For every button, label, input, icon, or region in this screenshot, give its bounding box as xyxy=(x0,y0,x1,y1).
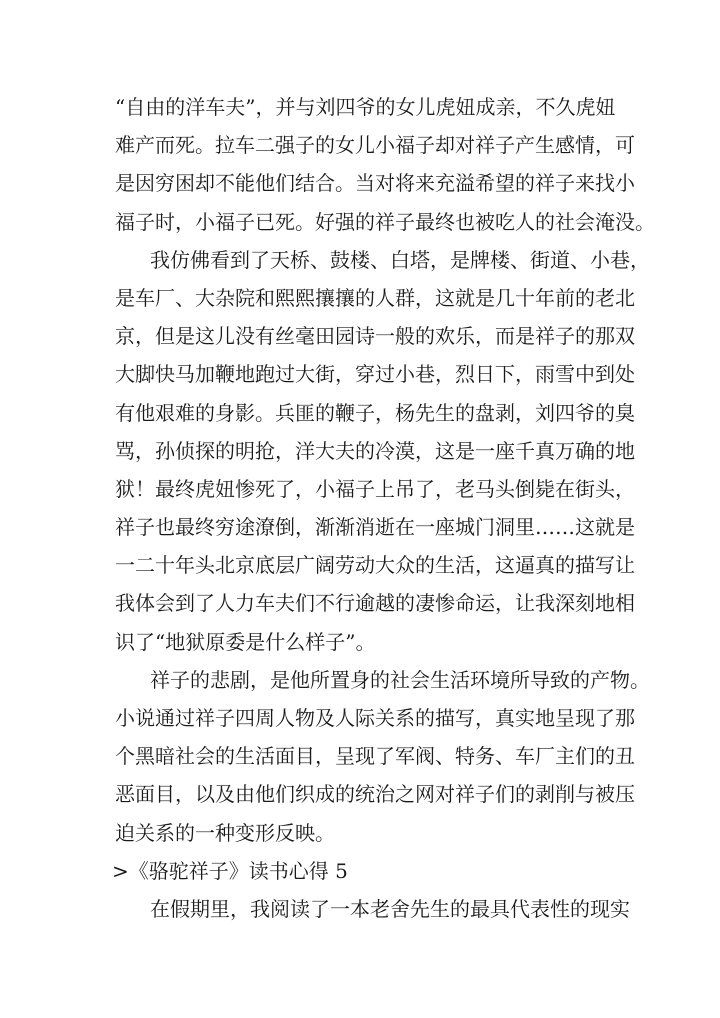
text-line: 恶面目，以及由他们织成的统治之网对祥子们的剥削与被压 xyxy=(115,782,635,807)
text-line: 识了“地狱原委是什么样子”。 xyxy=(115,629,376,654)
text-line: 祥子也最终穷途潦倒，渐渐消逝在一座城门洞里……这就是 xyxy=(115,515,635,540)
text-line: “自由的洋车夫”，并与刘四爷的女儿虎妞成亲，不久虎妞 xyxy=(115,95,616,119)
text-line: 是因穷困却不能他们结合。当对将来充溢希望的祥子来找小 xyxy=(115,171,635,196)
text-line: 祥子的悲剧，是他所置身的社会生活环境所导致的产物。 xyxy=(150,667,650,692)
text-line: 在假期里，我阅读了一本老舍先生的最具代表性的现实 xyxy=(150,896,630,921)
text-line: 有他艰难的身影。兵匪的鞭子，杨先生的盘剥，刘四爷的臭 xyxy=(115,400,635,425)
paragraph-2 xyxy=(115,241,650,661)
text-line: 一二十年头北京底层广阔劳动大众的生活，这逼真的描写让 xyxy=(115,553,635,578)
text-line: 狱！最终虎妞惨死了，小福子上吊了，老马头倒毙在街头， xyxy=(115,476,635,501)
paragraph-3 xyxy=(115,661,650,852)
text-line: 福子时，小福子已死。好强的祥子最终也被吃人的社会淹没。 xyxy=(115,209,655,234)
text-line: 我体会到了人力车夫们不行逾越的凄惨命运，让我深刻地相 xyxy=(115,591,635,616)
text-line: 难产而死。拉车二强子的女儿小福子却对祥子产生感情，可 xyxy=(115,133,635,158)
text-line: 我仿佛看到了天桥、鼓楼、白塔，是牌楼、街道、小巷， xyxy=(150,247,650,272)
text-line: 是车厂、大杂院和熙熙攘攘的人群，这就是几十年前的老北 xyxy=(115,285,635,310)
document-body xyxy=(112,88,655,928)
text-line: 小说通过祥子四周人物及人际关系的描写，真实地呈现了那 xyxy=(115,706,635,730)
text-line: 大脚快马加鞭地跑过大街，穿过小巷，烈日下，雨雪中到处 xyxy=(115,362,635,387)
paragraph-4 xyxy=(115,890,630,928)
text-line: 京，但是这儿没有丝毫田园诗一般的欢乐，而是祥子的那双 xyxy=(115,324,635,349)
text-line: 个黑暗社会的生活面目，呈现了军阀、特务、车厂主们的丑 xyxy=(115,744,635,769)
paragraph-1 xyxy=(115,88,655,241)
text-line: 迫关系的一种变形反映。 xyxy=(115,820,335,845)
section-heading: >《骆驼祥子》读书心得 5 xyxy=(112,858,348,883)
text-line: 骂，孙侦探的明抢，洋大夫的冷漠，这是一座千真万确的地 xyxy=(115,438,635,463)
